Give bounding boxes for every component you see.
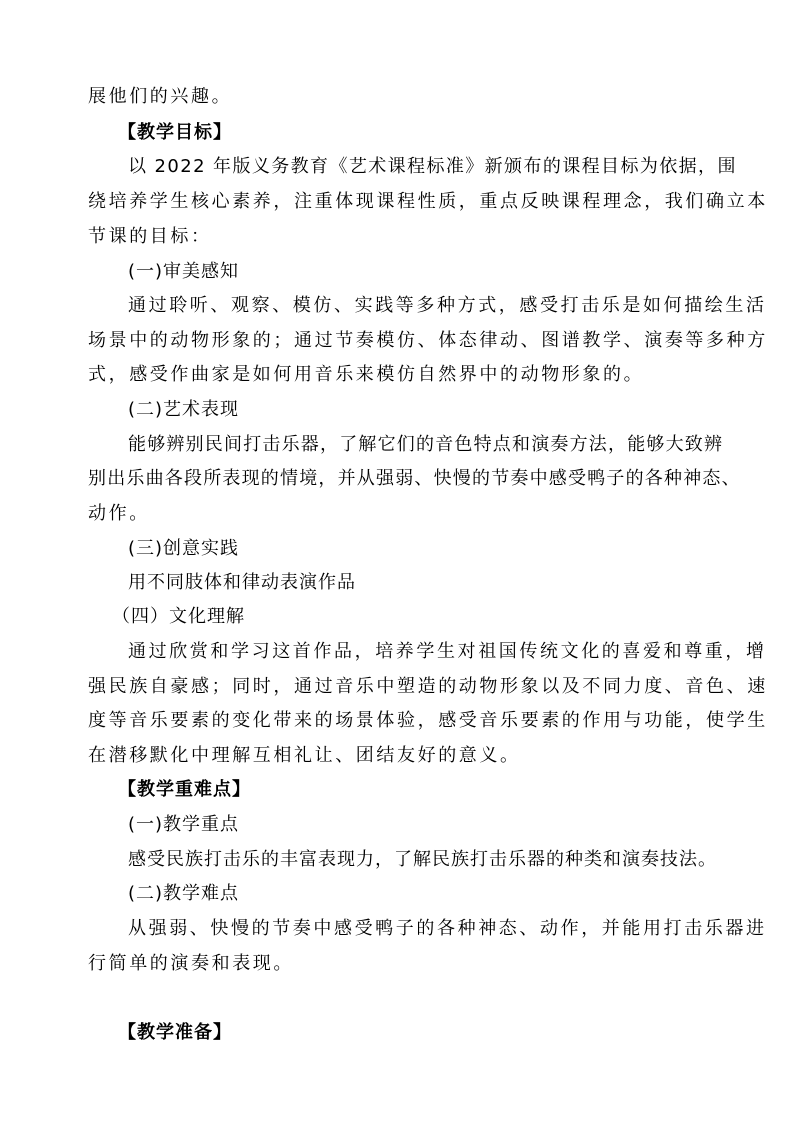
teaching-prep-heading: 【教学准备】 — [118, 1022, 232, 1043]
key-point-title: (一)教学重点 — [128, 814, 240, 835]
intro-tail-text: 展他们的兴趣。 — [88, 86, 233, 107]
difficult-point-line: 从强弱、快慢的节奏中感受鸭子的各种神态、动作，并能用打击乐器进 — [128, 918, 767, 939]
cultural-understanding-line: 度等音乐要素的变化带来的场景体验，感受音乐要素的作用与功能，使学生 — [88, 710, 768, 731]
goals-paragraph-line: 绕培养学生核心素养，注重体现课程性质，重点反映课程理念，我们确立本 — [88, 191, 768, 212]
creative-practice-line: 用不同肢体和律动表演作品 — [128, 572, 356, 593]
aesthetic-perception-line: 式，感受作曲家是如何用音乐来模仿自然界中的动物形象的。 — [88, 364, 645, 385]
difficult-point-title: (二)教学难点 — [128, 883, 240, 904]
creative-practice-title: (三)创意实践 — [128, 538, 240, 559]
goals-paragraph-line: 以 2022 年版义务教育《艺术课程标准》新颁布的课程目标为依据，围 — [128, 156, 737, 177]
cultural-understanding-line: 强民族自豪感；同时，通过音乐中塑造的动物形象以及不同力度、音色、速 — [88, 676, 768, 697]
teaching-goals-heading: 【教学目标】 — [118, 122, 232, 143]
cultural-understanding-line: 在潜移默化中理解互相礼让、团结友好的意义。 — [88, 745, 521, 766]
key-points-heading: 【教学重难点】 — [118, 779, 251, 800]
goals-paragraph-line: 节课的目标： — [88, 226, 212, 247]
cultural-understanding-title: （四）文化理解 — [112, 606, 245, 627]
aesthetic-perception-line: 通过聆听、观察、模仿、实践等多种方式，感受打击乐是如何描绘生活 — [128, 295, 767, 316]
aesthetic-perception-line: 场景中的动物形象的；通过节奏模仿、体态律动、图谱教学、演奏等多种方 — [88, 330, 768, 351]
aesthetic-perception-title: (一)审美感知 — [128, 261, 240, 282]
art-expression-line: 动作。 — [88, 503, 150, 524]
art-expression-title: (二)艺术表现 — [128, 399, 240, 420]
art-expression-line: 能够辨别民间打击乐器，了解它们的音色特点和演奏方法，能够大致辨 — [128, 434, 724, 455]
cultural-understanding-line: 通过欣赏和学习这首作品，培养学生对祖国传统文化的喜爱和尊重，增 — [128, 641, 767, 662]
difficult-point-line: 行简单的演奏和表现。 — [88, 953, 294, 974]
key-point-line: 感受民族打击乐的丰富表现力，了解民族打击乐器的种类和演奏技法。 — [128, 849, 717, 870]
art-expression-line: 别出乐曲各段所表现的情境，并从强弱、快慢的节奏中感受鸭子的各种神态、 — [88, 468, 741, 489]
